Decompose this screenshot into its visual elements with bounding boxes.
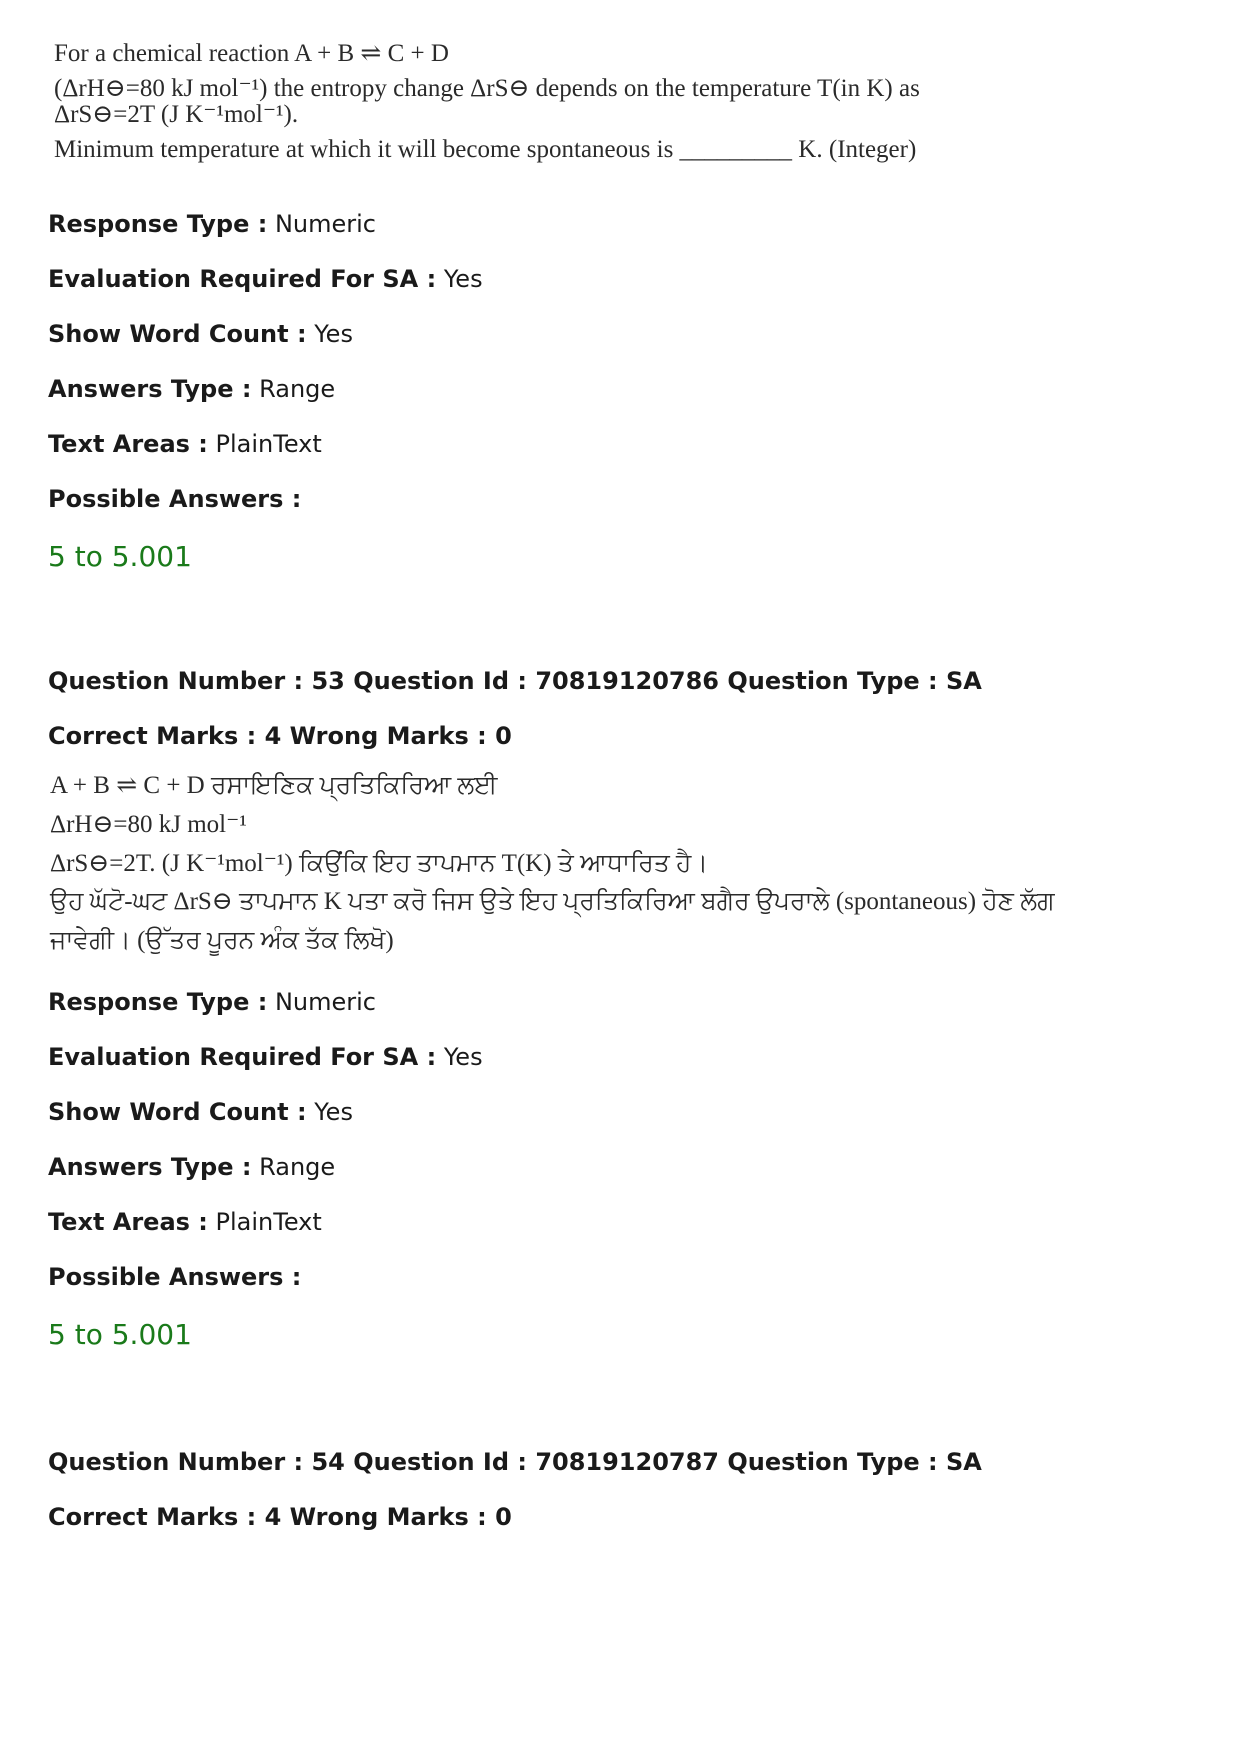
q52-line-2: (ΔrH⊖=80 kJ mol⁻¹) the entropy change ΔrS⊖ depends on the temperature T(in K) as (54, 74, 920, 102)
q54-marks: Correct Marks : 4 Wrong Marks : 0 (48, 1503, 512, 1531)
q53-possible-answers: Possible Answers : (48, 1263, 302, 1291)
q52-response-type: Response Type : Numeric (48, 210, 376, 238)
q54-header: Question Number : 54 Question Id : 70819120787 Question Type : SA (48, 1448, 982, 1476)
q52-evaluation-required: Evaluation Required For SA : Yes (48, 265, 483, 293)
q53-line-3: ΔrS⊖=2T. (J K⁻¹mol⁻¹) ਕਿਉਂਕਿ ਇਹ ਤਾਪਮਾਨ T(K) ਤੇ ਆਧਾਰਿਤ ਹੈ। (50, 849, 709, 877)
q52-answer: 5 to 5.001 (48, 540, 192, 573)
question-53-image (50, 767, 1055, 961)
q52-text-areas: Text Areas : PlainText (48, 430, 322, 458)
q53-evaluation-required: Evaluation Required For SA : Yes (48, 1043, 483, 1071)
q53-header: Question Number : 53 Question Id : 70819120786 Question Type : SA (48, 667, 982, 695)
q52-show-word-count: Show Word Count : Yes (48, 320, 353, 348)
q52-possible-answers: Possible Answers : (48, 485, 302, 513)
q53-line-2: ΔrH⊖=80 kJ mol⁻¹ (50, 810, 247, 838)
q52-line-1: For a chemical reaction A + B ⇌ C + D (54, 40, 449, 67)
q52-answers-type: Answers Type : Range (48, 375, 336, 403)
question-52-image (54, 38, 920, 166)
q53-line-4: ਉਹ ਘੱਟੋ-ਘਟ ΔrS⊖ ਤਾਪਮਾਨ K ਪਤਾ ਕਰੋ ਜਿਸ ਉਤੇ ਇਹ ਪ੍ਰਤਿਕਿਰਿਆ ਬਗੈਰ ਉਪਰਾਲੇ (spontaneous) ਹੋਣ ਲੱਗ (50, 888, 1055, 916)
q52-line-3: ΔrS⊖=2T (J K⁻¹mol⁻¹). (54, 101, 299, 128)
q53-response-type: Response Type : Numeric (48, 988, 376, 1016)
q53-answers-type: Answers Type : Range (48, 1153, 336, 1181)
q53-marks: Correct Marks : 4 Wrong Marks : 0 (48, 722, 512, 750)
q52-line-4: Minimum temperature at which it will become spontaneous is _________ K. (Integer) (54, 135, 917, 163)
q53-show-word-count: Show Word Count : Yes (48, 1098, 353, 1126)
q53-line-5: ਜਾਵੇਗੀ। (ਉੱਤਰ ਪੂਰਨ ਅੰਕ ਤੱਕ ਲਿਖੋ) (50, 927, 394, 954)
q53-answer: 5 to 5.001 (48, 1318, 192, 1351)
q53-line-1: A + B ⇌ C + D ਰਸਾਇਣਿਕ ਪ੍ਰਤਿਕਿਰਿਆ ਲਈ (50, 772, 498, 799)
q53-text-areas: Text Areas : PlainText (48, 1208, 322, 1236)
